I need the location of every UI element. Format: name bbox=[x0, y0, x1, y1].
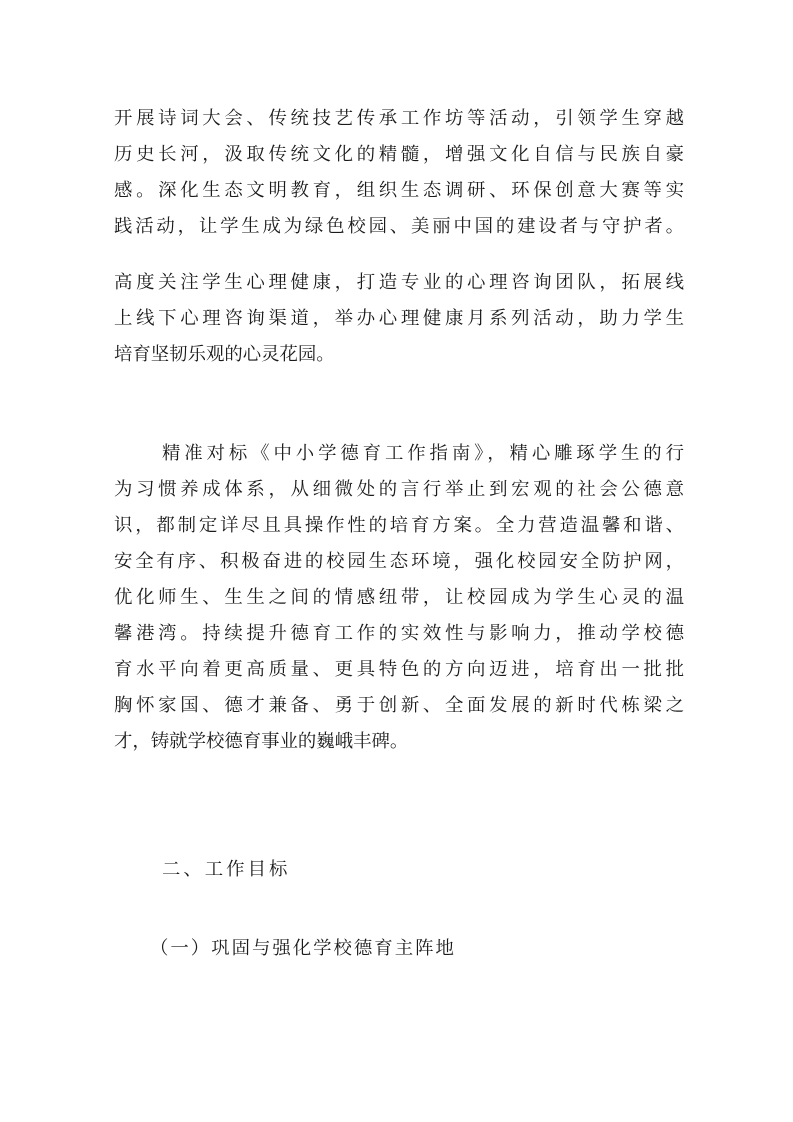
text-line: 精准对标《中小学德育工作指南》，精心雕琢学生的行 bbox=[162, 443, 684, 464]
section-heading: 二、工作目标 bbox=[162, 859, 291, 880]
text-line: 优化师生、生生之间的情感纽带，让校园成为学生心灵的温 bbox=[114, 587, 684, 608]
text-line: 历史长河，汲取传统文化的精髓，增强文化自信与民族自豪 bbox=[114, 144, 684, 165]
text-line: 馨港湾。持续提升德育工作的实效性与影响力，推动学校德 bbox=[114, 623, 684, 644]
text-line: 为习惯养成体系，从细微处的言行举止到宏观的社会公德意 bbox=[114, 479, 684, 500]
text-line: 安全有序、积极奋进的校园生态环境，强化校园安全防护网， bbox=[114, 551, 684, 572]
text-line: 开展诗词大会、传统技艺传承工作坊等活动，引领学生穿越 bbox=[114, 108, 684, 129]
text-line: 胸怀家国、德才兼备、勇于创新、全面发展的新时代栋梁之 bbox=[114, 695, 684, 716]
text-line: 上线下心理咨询渠道，举办心理健康月系列活动，助力学生 bbox=[114, 308, 684, 329]
text-line: 才，铸就学校德育事业的巍峨丰碑。 bbox=[114, 731, 409, 752]
text-line: 高度关注学生心理健康，打造专业的心理咨询团队，拓展线 bbox=[114, 272, 684, 293]
text-line: 感。深化生态文明教育，组织生态调研、环保创意大赛等实 bbox=[114, 180, 684, 201]
subsection-heading: （一）巩固与强化学校德育主阵地 bbox=[150, 938, 456, 959]
text-line: 践活动，让学生成为绿色校园、美丽中国的建设者与守护者。 bbox=[114, 216, 684, 237]
text-line: 培育坚韧乐观的心灵花园。 bbox=[114, 344, 335, 365]
text-line: 识，都制定详尽且具操作性的培育方案。全力营造温馨和谐、 bbox=[114, 515, 684, 536]
text-line: 育水平向着更高质量、更具特色的方向迈进，培育出一批批 bbox=[114, 659, 684, 680]
